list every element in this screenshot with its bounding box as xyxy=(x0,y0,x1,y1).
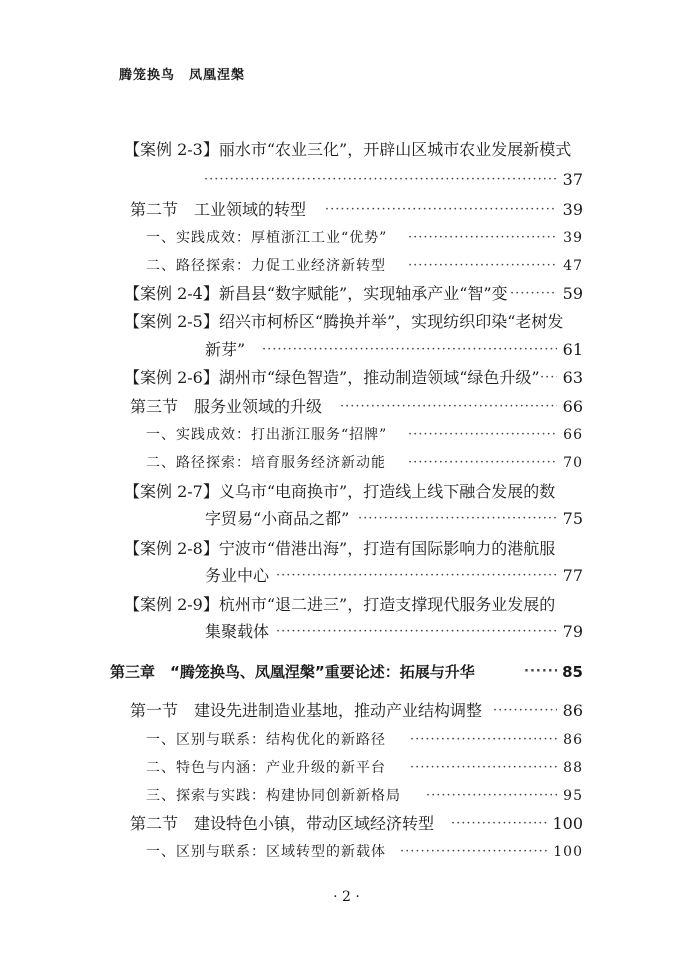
leader-dots xyxy=(204,170,557,190)
toc-entry-title: 第三章 “腾笼换鸟、凤凰涅槃”重要论述：拓展与升华 xyxy=(110,663,475,681)
toc-entry-page: 85 xyxy=(562,663,583,681)
toc-entry-page: 63 xyxy=(562,368,583,387)
leader-dots xyxy=(410,758,557,778)
toc-entry-page: 79 xyxy=(562,622,583,641)
toc-entry-page: 88 xyxy=(563,760,583,776)
leader-dots xyxy=(408,425,557,445)
toc-entry-page: 100 xyxy=(553,844,583,860)
toc-entry-title: 新芽” xyxy=(205,340,246,359)
toc-entry-title: 【案例 2-8】宁波市“借港出海”，打造有国际影响力的港航服 xyxy=(124,539,556,558)
toc-entry-title: 集聚载体 xyxy=(205,622,270,641)
toc-entry-page: 59 xyxy=(562,284,583,303)
toc-entry-title: 【案例 2-6】湖州市“绿色智造”，推动制造领域“绿色升级” xyxy=(124,368,540,387)
toc-entry-title: 一、区别与联系：区域转型的新载体 xyxy=(146,844,386,860)
toc-entry-title: 【案例 2-4】新昌县“数字赋能”，实现轴承产业“智”变 xyxy=(124,284,508,303)
leader-dots xyxy=(400,842,548,862)
leader-dots xyxy=(408,256,557,276)
toc-entry-title: 字贸易“小商品之都” xyxy=(205,509,350,528)
leader-dots xyxy=(340,397,557,417)
toc-entry-page: 86 xyxy=(562,701,583,720)
toc-entry-page: 100 xyxy=(552,814,583,833)
toc-entry-title: 二、路径探索：力促工业经济新转型 xyxy=(146,258,386,274)
leader-dots xyxy=(524,662,557,682)
toc-entry-title: 第一节 建设先进制造业基地，推动产业结构调整 xyxy=(130,701,483,720)
toc-entry-title: 【案例 2-3】丽水市“农业三化”，开辟山区城市农业发展新模式 xyxy=(124,140,572,159)
toc-entry-title: 一、实践成效：打出浙江服务“招牌” xyxy=(146,427,388,443)
page-number: · 2 · xyxy=(333,889,360,905)
toc-entry-page: 37 xyxy=(562,170,583,189)
leader-dots xyxy=(358,509,557,529)
toc-entry-page: 66 xyxy=(563,427,583,443)
leader-dots xyxy=(510,284,557,304)
toc-entry-page: 39 xyxy=(563,230,583,246)
toc-entry-page: 66 xyxy=(562,397,583,416)
toc-entry-title: 第三节 服务业领域的升级 xyxy=(130,397,323,416)
toc-entry-page: 75 xyxy=(562,509,583,528)
running-header: 腾笼换鸟 凤凰涅槃 xyxy=(119,68,246,83)
leader-dots xyxy=(262,340,557,360)
toc-entry-title: 二、特色与内涵：产业升级的新平台 xyxy=(146,760,386,776)
leader-dots xyxy=(426,786,557,806)
toc-entry-title: 务业中心 xyxy=(205,566,270,585)
toc-entry-page: 61 xyxy=(562,340,583,359)
leader-dots xyxy=(325,200,557,220)
toc-entry-title: 二、路径探索：培育服务经济新动能 xyxy=(146,455,386,471)
leader-dots xyxy=(408,228,557,248)
leader-dots xyxy=(408,453,557,473)
toc-entry-page: 95 xyxy=(563,788,583,804)
toc-entry-page: 70 xyxy=(563,455,583,471)
toc-entry-page: 39 xyxy=(562,200,583,219)
leader-dots xyxy=(451,814,548,834)
leader-dots xyxy=(540,368,557,388)
toc-entry-title: 【案例 2-9】杭州市“退二进三”，打造支撑现代服务业发展的 xyxy=(124,595,556,614)
toc-entry-title: 第二节 工业领域的转型 xyxy=(130,200,307,219)
toc-entry-page: 77 xyxy=(562,566,583,585)
leader-dots xyxy=(276,566,557,586)
leader-dots xyxy=(410,730,557,750)
toc-entry-title: 一、区别与联系：结构优化的新路径 xyxy=(146,732,386,748)
leader-dots xyxy=(276,622,557,642)
toc-entry-page: 86 xyxy=(563,732,583,748)
toc-entry-title: 一、实践成效：厚植浙江工业“优势” xyxy=(146,230,388,246)
toc-entry-title: 三、探索与实践：构建协同创新新格局 xyxy=(146,788,401,804)
toc-entry-title: 【案例 2-5】绍兴市柯桥区“腾换并举”，实现纺织印染“老树发 xyxy=(124,312,564,331)
toc-entry-page: 47 xyxy=(563,258,583,274)
toc-entry-title: 第二节 建设特色小镇，带动区域经济转型 xyxy=(130,814,435,833)
leader-dots xyxy=(493,701,557,721)
toc-entry-title: 【案例 2-7】义乌市“电商换市”，打造线上线下融合发展的数 xyxy=(124,482,556,501)
